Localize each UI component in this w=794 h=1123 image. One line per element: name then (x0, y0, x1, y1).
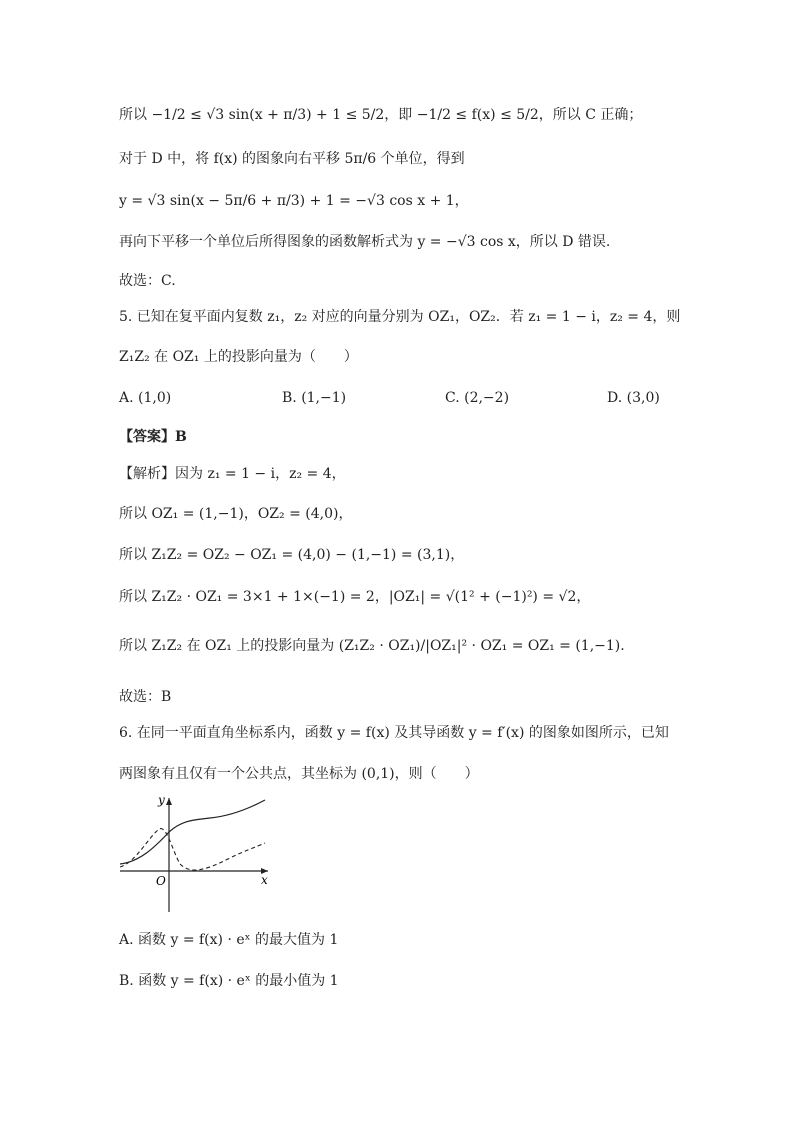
origin-label: O (156, 874, 166, 888)
text-line-4: 再向下平移一个单位后所得图象的函数解析式为 y = −√3 cos x，所以 D 错误. (119, 234, 611, 250)
curve-f-derivative (120, 829, 265, 870)
q5-option-c: C. (2,−2) (445, 390, 510, 406)
solution-line-2: 所以 OZ₁ = (1,−1)，OZ₂ = (4,0)， (119, 506, 353, 522)
solution-line-5: 所以 Z₁Z₂ 在 OZ₁ 上的投影向量为 (Z₁Z₂ · OZ₁)/|OZ₁|² · OZ₁ = OZ₁ = (1,−1). (119, 638, 625, 654)
text-line-5: 故选：C. (119, 273, 176, 289)
solution-line-3: 所以 Z₁Z₂ = OZ₂ − OZ₁ = (4,0) − (1,−1) = (3,1)， (119, 547, 465, 563)
y-axis-arrow (166, 798, 172, 805)
question-6-stem: 6. 在同一平面直角坐标系内，函数 y = f(x) 及其导函数 y = f′(x) 的图象如图所示，已知 (119, 725, 669, 741)
question-5-stem: 5. 已知在复平面内复数 z₁，z₂ 对应的向量分别为 OZ₁，OZ₂．若 z₁ = 1 − i，z₂ = 4，则 (119, 309, 681, 325)
question-6-stem-cont: 两图象有且仅有一个公共点，其坐标为 (0,1)，则（ ） (119, 766, 479, 782)
q6-option-a: A. 函数 y = f(x) · eˣ 的最大值为 1 (119, 932, 339, 948)
text-line-2: 对于 D 中，将 f(x) 的图象向右平移 5π/6 个单位，得到 (119, 151, 465, 167)
q5-option-a: A. (1,0) (119, 390, 172, 406)
x-axis-label: x (261, 873, 268, 887)
q5-option-b: B. (1,−1) (282, 390, 347, 406)
text-line-3: y = √3 sin(x − 5π/6 + π/3) + 1 = −√3 cos x + 1， (119, 193, 469, 209)
solution-line-4: 所以 Z₁Z₂ · OZ₁ = 3×1 + 1×(−1) = 2，|OZ₁| = √(1² + (−1)²) = √2， (119, 589, 591, 605)
y-axis-label: y (158, 793, 165, 807)
answer-label: 【答案】B (119, 429, 187, 445)
text-line-1: 所以 −1/2 ≤ √3 sin(x + π/3) + 1 ≤ 5/2，即 −1/2 ≤ f(x) ≤ 5/2，所以 C 正确； (119, 107, 643, 123)
function-graph (118, 792, 278, 914)
solution-line-1: 【解析】因为 z₁ = 1 − i，z₂ = 4， (119, 466, 346, 482)
q6-option-b: B. 函数 y = f(x) · eˣ 的最小值为 1 (119, 973, 339, 989)
question-5-stem-cont: Z₁Z₂ 在 OZ₁ 上的投影向量为（ ） (119, 349, 358, 365)
solution-line-6: 故选：B (119, 689, 172, 705)
curve-f (120, 800, 265, 864)
q5-option-d: D. (3,0) (607, 390, 660, 406)
